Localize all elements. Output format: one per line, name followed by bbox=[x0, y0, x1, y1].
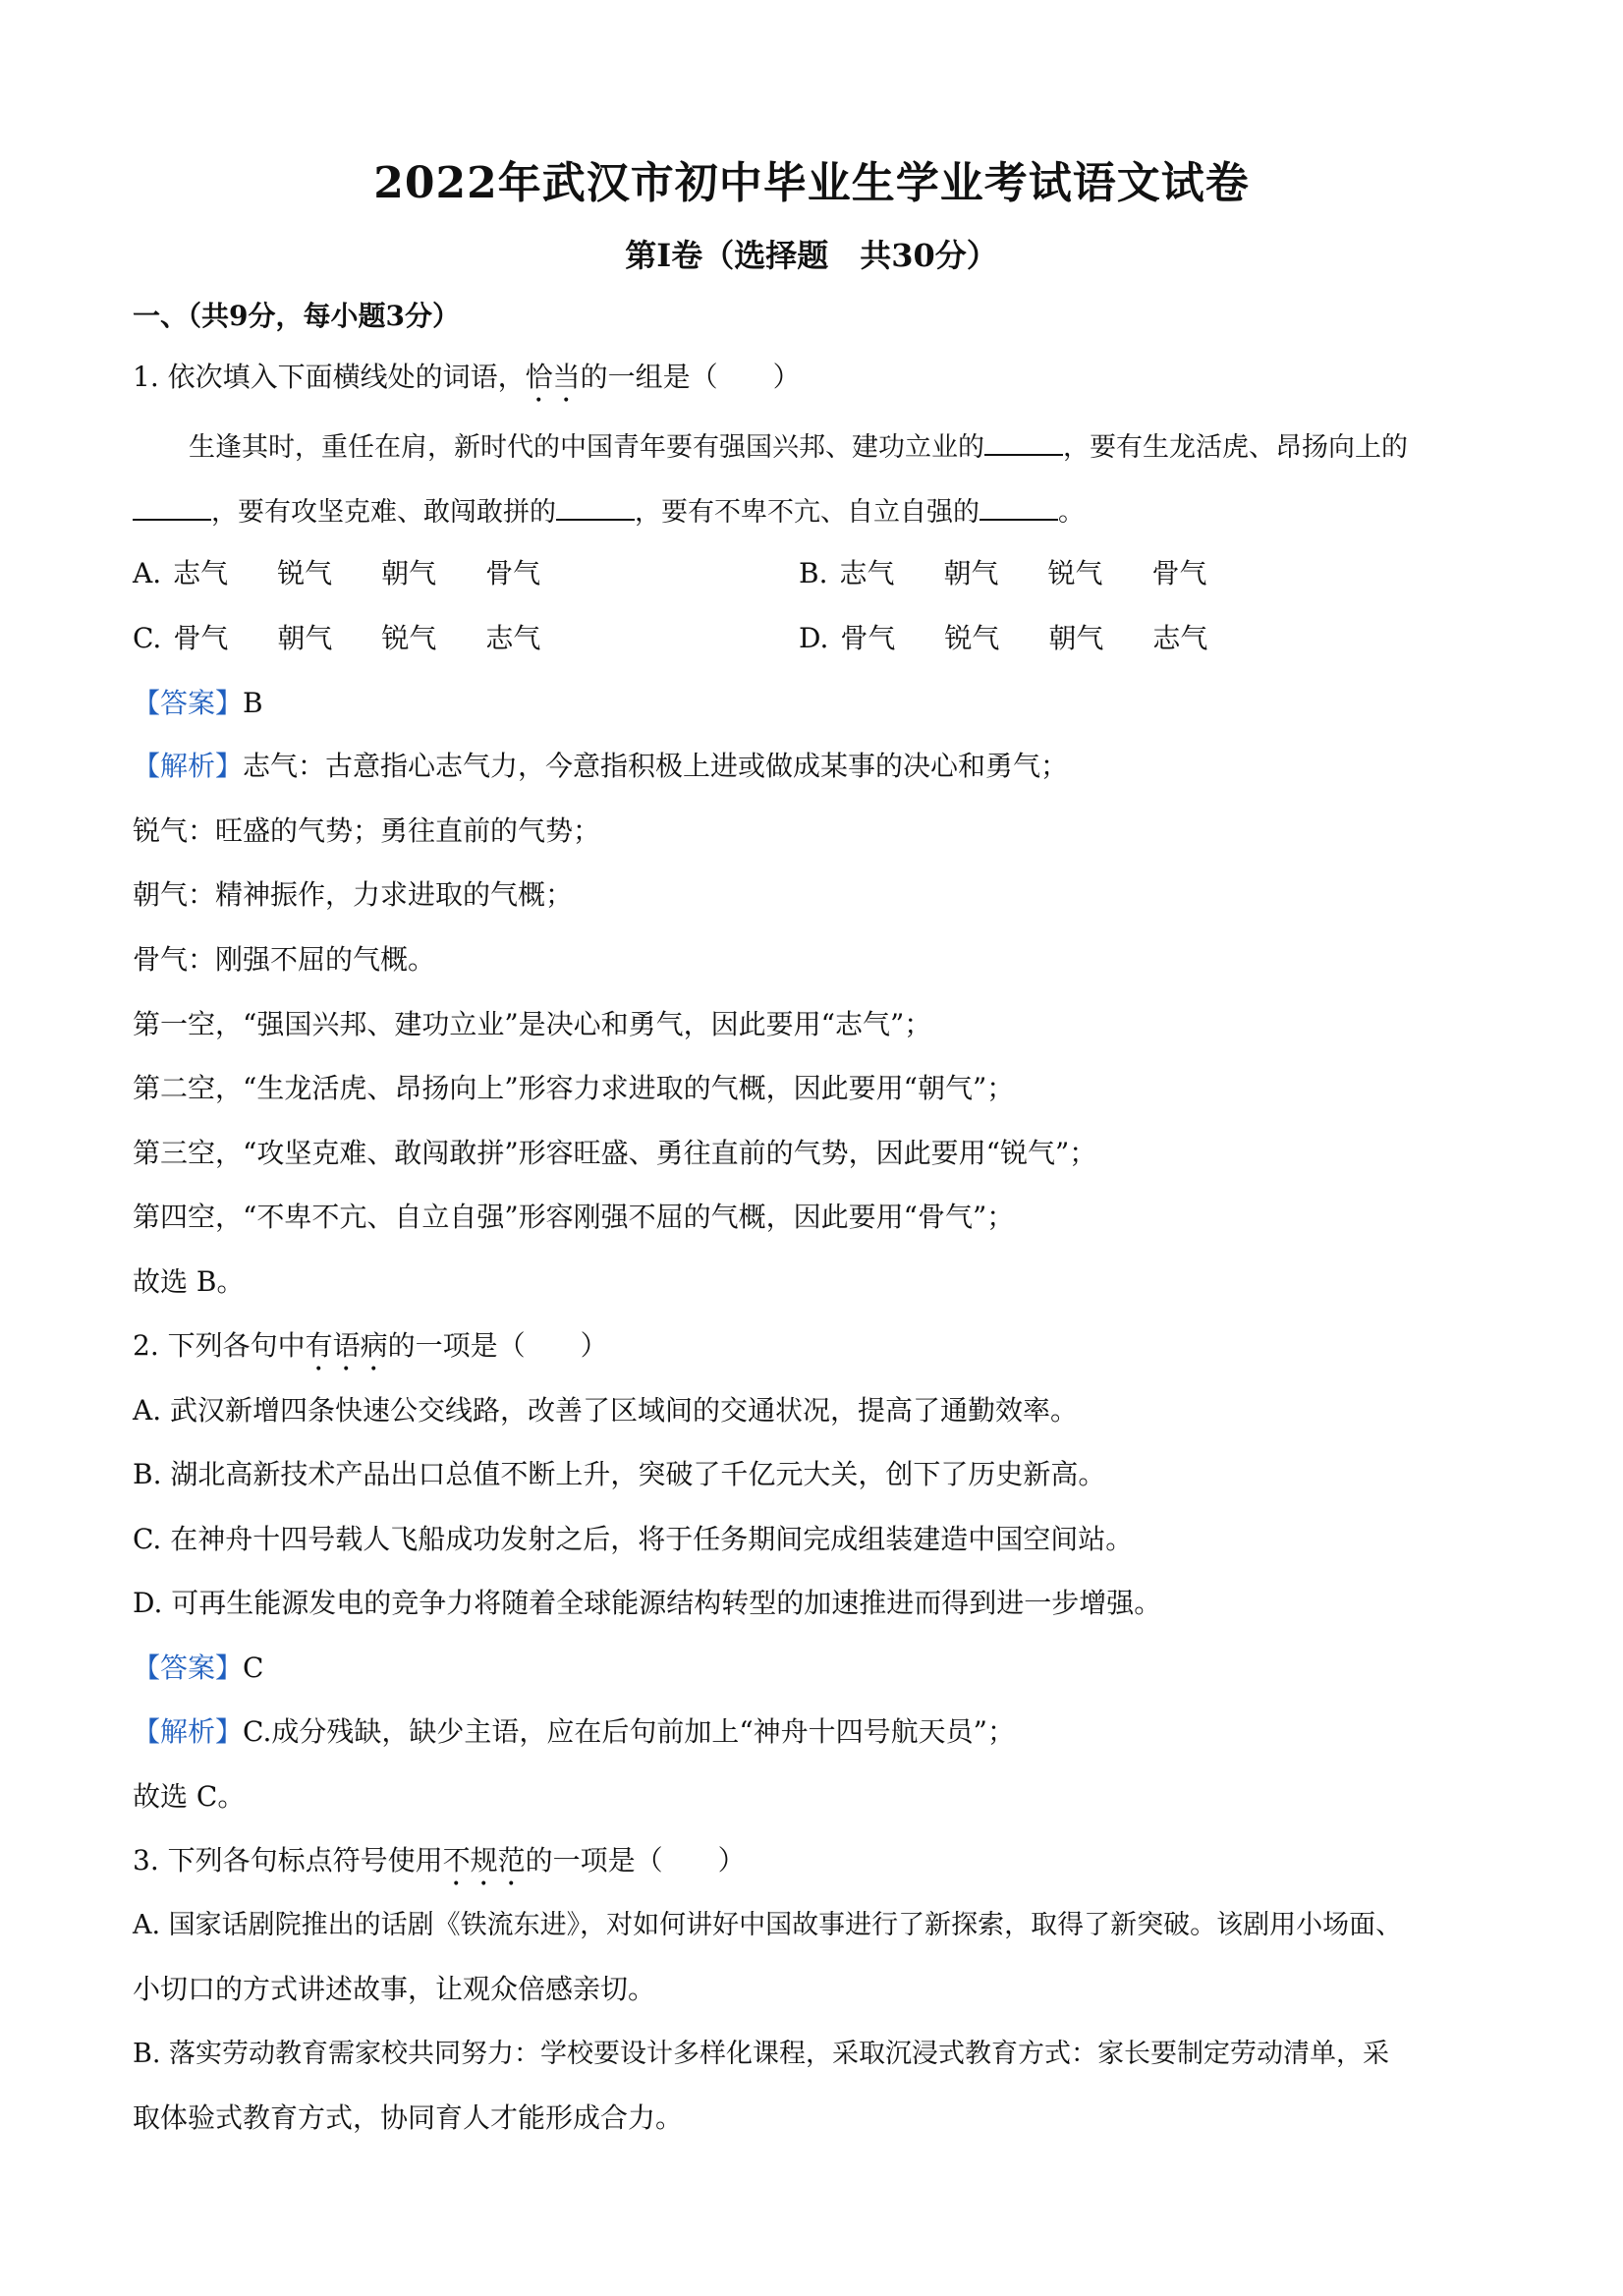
answer-tag: 【答案】 bbox=[133, 687, 244, 719]
q3-option-b-line2: 取体验式教育方式，协同育人才能形成合力。 bbox=[133, 2101, 684, 2134]
analysis-tag: 【解析】 bbox=[133, 750, 244, 782]
q3-stem: 3. 下列各句标点符号使用不规范的一项是（ ） bbox=[133, 1844, 746, 1876]
q2-conclusion: 故选 C。 bbox=[133, 1780, 246, 1813]
exam-subtitle: 第Ⅰ卷（选择题 共30分） bbox=[625, 237, 998, 274]
q1-analysis-1: 【解析】志气：古意指心志气力，今意指积极上进或做成某事的决心和勇气； bbox=[133, 750, 1069, 782]
q1-analysis-4: 骨气：刚强不屈的气概。 bbox=[133, 943, 436, 976]
q1-emphasis: 恰当 bbox=[525, 361, 581, 393]
q1-analysis-3: 朝气：精神振作，力求进取的气概； bbox=[133, 878, 574, 911]
q1-analysis-6: 第二空，“生龙活虎、昂扬向上”形容力求进取的气概，因此要用“朝气”； bbox=[133, 1072, 1015, 1104]
q1-passage-line1: 生逢其时，重任在肩，新时代的中国青年要有强国兴邦、建功立业的 ，要有生龙活虎、昂扬向上的 bbox=[189, 424, 1408, 468]
q1-stem: 1. 依次填入下面横线处的词语，恰当的一组是（ ） bbox=[133, 361, 801, 393]
q2-analysis: 【解析】C.成分残缺，缺少主语，应在后句前加上“神舟十四号航天员”； bbox=[133, 1715, 1015, 1748]
exam-title: 2022年武汉市初中毕业生学业考试语文试卷 bbox=[373, 158, 1250, 208]
section-heading: 一、（共9分，每小题3分） bbox=[133, 300, 460, 332]
q2-option-a: A. 武汉新增四条快速公交线路，改善了区域间的交通状况，提高了通勤效率。 bbox=[133, 1394, 1079, 1427]
blank-3 bbox=[556, 489, 635, 521]
q1-option-c: C. 骨气 朝气 锐气 志气 bbox=[133, 622, 541, 654]
q3-emphasis: 不规范 bbox=[442, 1844, 526, 1876]
q2-stem: 2. 下列各句中有语病的一项是（ ） bbox=[133, 1329, 608, 1362]
q2-emphasis: 有语病 bbox=[305, 1329, 388, 1362]
blank-1 bbox=[984, 424, 1063, 456]
q1-analysis-2: 锐气：旺盛的气势；勇往直前的气势； bbox=[133, 814, 601, 847]
q1-analysis-8: 第四空，“不卑不亢、自立自强”形容刚强不屈的气概，因此要用“骨气”； bbox=[133, 1201, 1015, 1233]
analysis-tag: 【解析】 bbox=[133, 1715, 244, 1748]
q3-option-b-line1: B. 落实劳动教育需家校共同努力：学校要设计多样化课程，采取沉浸式教育方式：家长要制定劳动清单，采 bbox=[133, 2039, 1390, 2069]
q1-answer: 【答案】B bbox=[133, 687, 263, 719]
q3-option-a-line1: A. 国家话剧院推出的话剧《铁流东进》，对如何讲好中国故事进行了新探索，取得了新突破。该剧用小场面、 bbox=[133, 1910, 1403, 1940]
q1-analysis-9: 故选 B。 bbox=[133, 1265, 245, 1298]
q1-option-b: B. 志气 朝气 锐气 骨气 bbox=[799, 557, 1207, 589]
q2-option-c: C. 在神舟十四号载人飞船成功发射之后，将于任务期间完成组装建造中国空间站。 bbox=[133, 1523, 1134, 1555]
q2-option-b: B. 湖北高新技术产品出口总值不断上升，突破了千亿元大关，创下了历史新高。 bbox=[133, 1458, 1106, 1490]
q2-answer: 【答案】C bbox=[133, 1652, 264, 1684]
q2-option-d: D. 可再生能源发电的竞争力将随着全球能源结构转型的加速推进而得到进一步增强。 bbox=[133, 1587, 1162, 1619]
q1-option-a: A. 志气 锐气 朝气 骨气 bbox=[133, 557, 541, 589]
blank-4 bbox=[979, 489, 1058, 521]
blank-2 bbox=[133, 489, 211, 521]
q1-passage-line2: ，要有攻坚克难、敢闯敢拼的 ，要有不卑不亢、自立自强的 。 bbox=[133, 489, 1085, 532]
answer-tag: 【答案】 bbox=[133, 1652, 244, 1684]
q1-option-d: D. 骨气 锐气 朝气 志气 bbox=[799, 622, 1208, 654]
q3-option-a-line2: 小切口的方式讲述故事，让观众倍感亲切。 bbox=[133, 1973, 656, 2005]
q1-analysis-5: 第一空，“强国兴邦、建功立业”是决心和勇气，因此要用“志气”； bbox=[133, 1008, 932, 1040]
q1-analysis-7: 第三空，“攻坚克难、敢闯敢拼”形容旺盛、勇往直前的气势，因此要用“锐气”； bbox=[133, 1137, 1097, 1169]
